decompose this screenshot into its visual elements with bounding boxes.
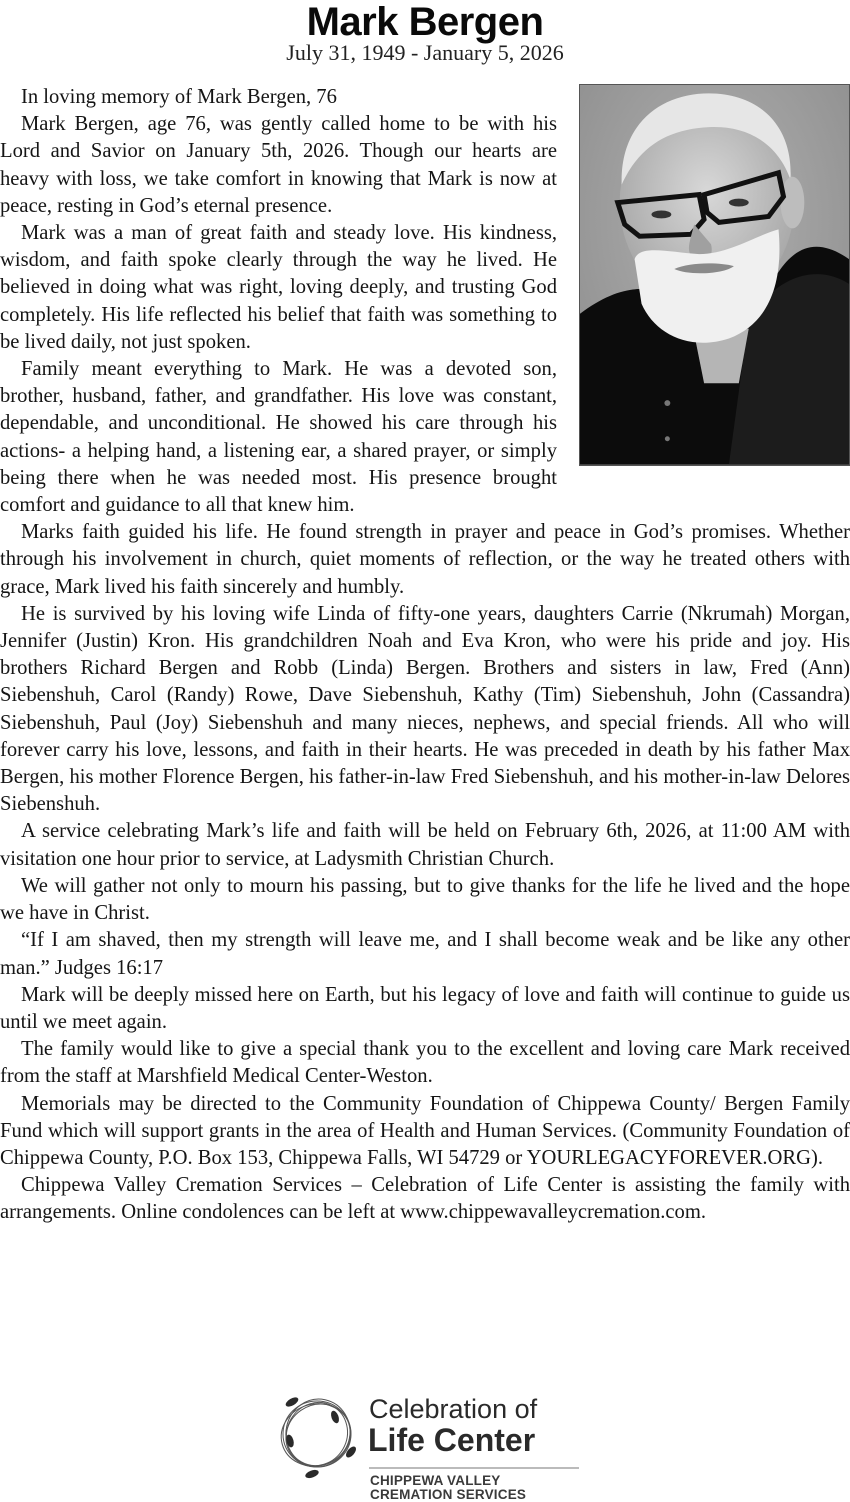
portrait-photo	[579, 84, 850, 466]
paragraph-faith: Mark was a man of great faith and steady love. His kindness, wisdom, and faith spoke clearly through the way he lived. He believed in doing what was right, loving deeply, and trusting God completely. His life reflected his belief that faith was something to be lived daily, not just spoken.	[0, 222, 557, 353]
paragraph-memorials: Memorials may be directed to the Community Foundation of Chippewa County/ Bergen Family Fund which will support grants in the area of Health and Human Services. (Community Foundation of Chippewa County, P.O. Box 153, Chippewa Falls, WI 54729 or YOURLEGACYFOREVER.ORG).	[0, 1092, 850, 1169]
logo-divider	[369, 1467, 579, 1469]
paragraph-arrangements: Chippewa Valley Cremation Services – Celebration of Life Center is assisting the family with arrangements. Online condolences can be left at www.chippewavalleycremation.com.	[0, 1174, 850, 1224]
paragraph-thanks: The family would like to give a special thank you to the excellent and loving care Mark received from the staff at Marshfield Medical Center-Weston.	[0, 1038, 850, 1088]
paragraph-missed: Mark will be deeply missed here on Earth, but his legacy of love and faith will continue to guide us until we meet again.	[0, 983, 850, 1033]
obituary-name-heading: Mark Bergen	[306, 0, 544, 44]
obituary-body	[0, 84, 850, 1227]
paragraph-intro: In loving memory of Mark Bergen, 76	[21, 86, 337, 108]
leaf-wreath-icon	[272, 1388, 362, 1480]
paragraph-gather: We will gather not only to mourn his passing, but to give thanks for the life he lived and the hope we have in Christ.	[0, 874, 850, 925]
logo-text-chippewa-valley: CHIPPEWA VALLEY	[370, 1473, 501, 1488]
paragraph-passing: Mark Bergen, age 76, was gently called home to be with his Lord and Savior on January 5th, 2026. Though our hearts are heavy with loss, we take comfort in knowing that Mark is now at peace, resting in God’s eternal presence.	[0, 113, 557, 217]
paragraph-family: Family meant everything to Mark. He was a devoted son, brother, husband, father, and grandfather. His love was constant, dependable, and unconditional. He showed his care through his actions- a helping hand, a listening ear, a shared prayer, or simply being there when he was needed most. His presence brought comfort and guidance to all that knew him.	[0, 358, 557, 517]
logo-text-cremation-services: CREMATION SERVICES	[370, 1487, 527, 1502]
life-dates: July 31, 1949 - January 5, 2026	[286, 40, 564, 65]
logo-text-celebration: Celebration of	[369, 1394, 538, 1424]
funeral-home-logo	[272, 1388, 582, 1502]
logo-text-life-center: Life Center	[368, 1422, 536, 1458]
paragraph-service: A service celebrating Mark’s life and faith will be held on February 6th, 2026, at 11:00 AM with visitation one hour prior to service, at Ladysmith Christian Church.	[0, 820, 850, 870]
portrait-image	[580, 85, 849, 465]
paragraph-faith-guided: Marks faith guided his life. He found strength in prayer and peace in God’s promises. Whether through his involvement in church, quiet moments of reflection, or the way he treated others with grace, Mark lived his faith sincerely and humbly.	[0, 521, 850, 598]
paragraph-scripture-quote: “If I am shaved, then my strength will leave me, and I shall become weak and be like any other man.” Judges 16:17	[0, 929, 850, 979]
paragraph-survivors: He is survived by his loving wife Linda of fifty-one years, daughters Carrie (Nkrumah) Morgan, Jennifer (Justin) Kron. His grandchildren Noah and Eva Kron, who were his pride and joy. His brothers Richard Bergen and Robb (Linda) Bergen. Brothers and sisters in law, Fred (Ann) Siebenshuh, Carol (Randy) Rowe, Dave Siebenshuh, Kathy (Tim) Siebenshuh, John (Cassandra) Siebenshuh, Paul (Joy) Siebenshuh and many nieces, nephews, and special friends. All who will forever carry his love, lessons, and faith in their hearts. He was preceded in death by his father Max Bergen, his mother Florence Bergen, his father-in-law Fred Siebenshuh, and his mother-in-law Delores Siebenshuh.	[0, 602, 850, 816]
